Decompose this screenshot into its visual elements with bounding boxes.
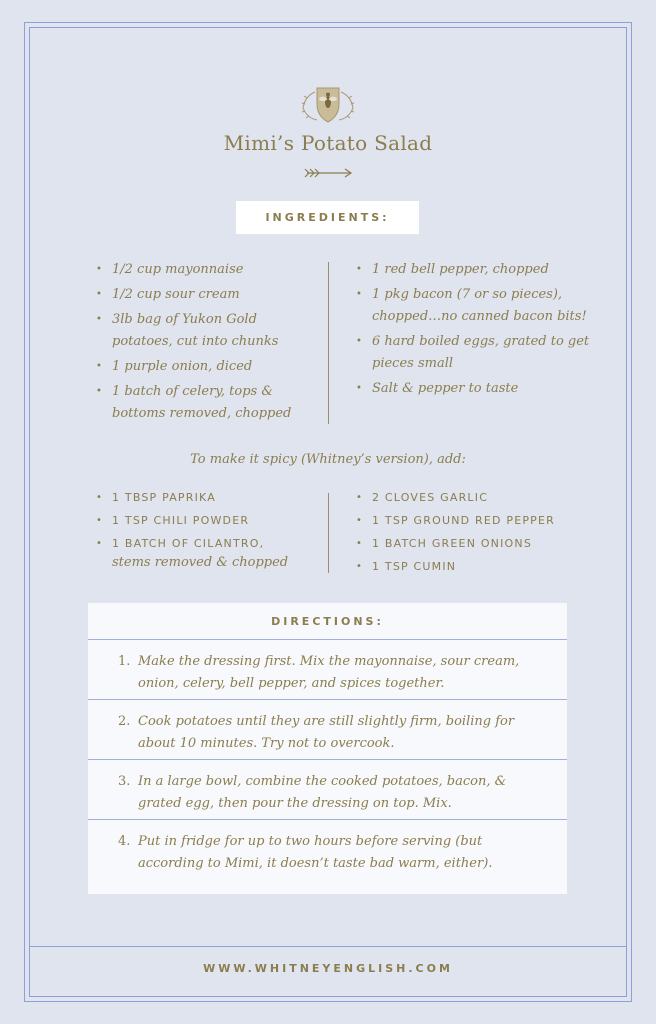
step-text: Make the dressing first. Mix the mayonnaise, sour cream, onion, celery, bell pepper, and spices together. [138,654,520,691]
ingredient-item: • 1 purple onion, diced [92,356,307,378]
spicy-column-divider [328,493,329,573]
step-number: 4. [118,834,131,849]
spice-item: • 1 TSP GROUND RED PEPPER [352,513,592,529]
ingredient-item: • 1/2 cup sour cream [92,284,307,306]
footer-divider [29,946,627,947]
step-number: 2. [118,714,131,729]
spicy-left-column [92,490,317,581]
spice-item: • 2 CLOVES GARLIC [352,490,592,506]
spice-item: • 1 BATCH GREEN ONIONS [352,536,592,552]
ingredients-column-divider [328,262,329,424]
ingredient-item: • 6 hard boiled eggs, grated to get pieces small [352,331,592,375]
ingredient-item: • 1 batch of celery, tops & bottoms removed, chopped [92,381,307,425]
spice-item: • 1 BATCH OF CILANTRO, stems removed & chopped [92,536,317,574]
spice-item: • 1 TBSP PAPRIKA [92,490,317,506]
spice-item: • 1 TSP CUMIN [352,559,592,575]
step-text: Put in fridge for up to two hours before serving (but according to Mimi, it doesn’t taste bad warm, either). [138,834,493,871]
spice-item-note: stems removed & chopped [112,555,289,570]
direction-step [88,640,567,700]
directions-heading: DIRECTIONS: [88,603,567,640]
ingredient-item: • 1 red bell pepper, chopped [352,259,592,281]
ingredient-item: • 3lb bag of Yukon Gold potatoes, cut into chunks [92,309,307,353]
ingredient-item: • 1 pkg bacon (7 or so pieces), chopped…no canned bacon bits! [352,284,592,328]
arrow-right-icon [303,166,355,180]
website-link[interactable]: WWW.WHITNEYENGLISH.COM [203,962,453,975]
ingredients-right-column [352,259,592,403]
ingredient-item: • 1/2 cup mayonnaise [92,259,307,281]
bee-crest-icon [299,84,357,126]
step-number: 1. [118,654,131,669]
step-text: In a large bowl, combine the cooked potatoes, bacon, & grated egg, then pour the dressing on top. Mix. [138,774,507,811]
spicy-right-column [352,490,592,582]
ingredient-item: • Salt & pepper to taste [352,378,592,400]
direction-step [88,820,567,880]
step-text: Cook potatoes until they are still slightly firm, boiling for about 10 minutes. Try not to overcook. [138,714,515,751]
recipe-title: Mimi’s Potato Salad [223,131,433,155]
spice-item: • 1 TSP CHILI POWDER [92,513,317,529]
ingredients-heading: INGREDIENTS: [236,201,419,234]
ingredients-left-column [92,259,307,428]
direction-step [88,760,567,820]
direction-step [88,700,567,760]
step-number: 3. [118,774,131,789]
spicy-version-intro: To make it spicy (Whitney’s version), add: [190,452,466,467]
directions-panel [88,603,567,894]
